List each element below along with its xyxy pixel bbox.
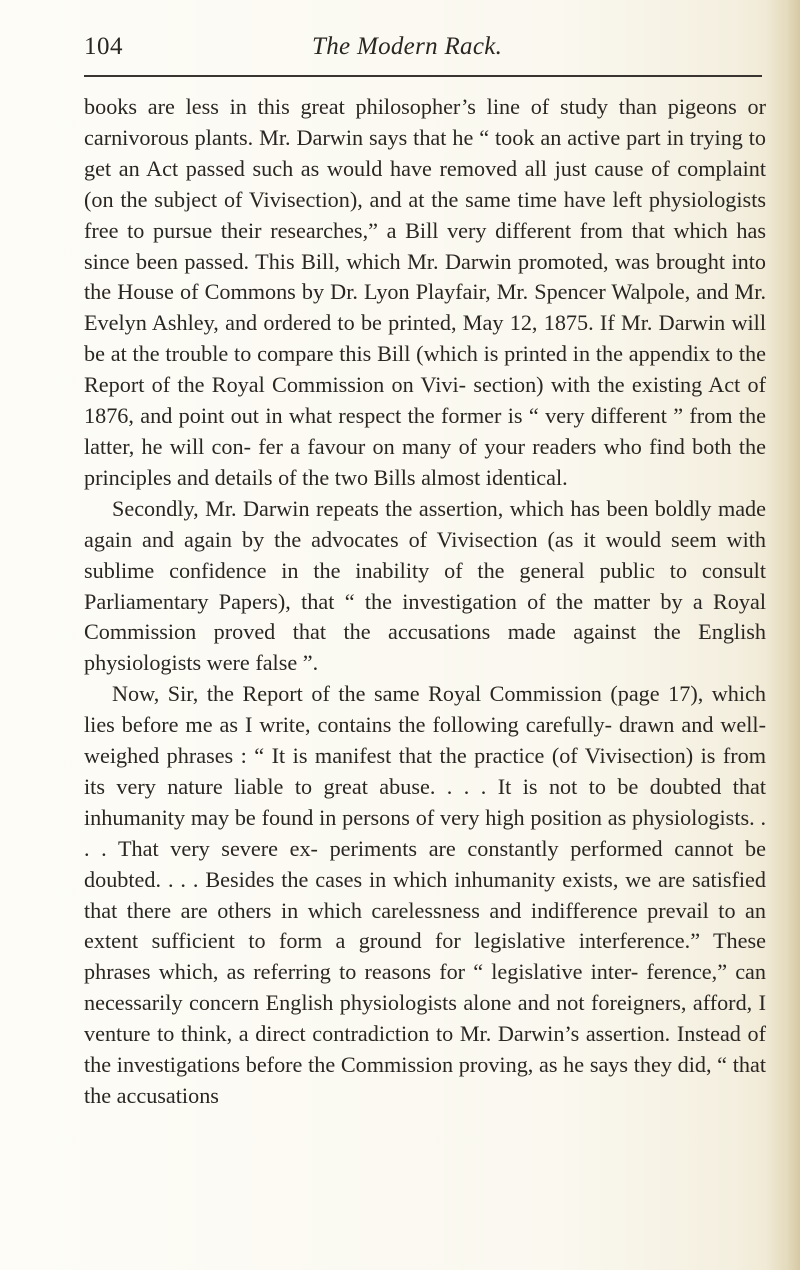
paragraph: books are less in this great philosopher’s line of study than pigeons or carnivorous plants. Mr. Darwin says that he “ took an active part in trying to get an Act passed such as would have removed all just cause of complaint (on the subject of Vivisection), and at the same time have left physiologists free to pursue their researches,” a Bill very different from that which has since been passed. This Bill, which Mr. Darwin promoted, was brought into the House of Commons by Dr. Lyon Playfair, Mr. Spencer Walpole, and Mr. Evelyn Ashley, and ordered to be printed, May 12, 1875. If Mr. Darwin will be at the trouble to compare this Bill (which is printed in the appendix to the Report of the Royal Commission on Vivi- section) with the existing Act of 1876, and point out in what respect the former is “ very different ” from the latter, he will con- fer a favour on many of your readers who find both the principles and details of the two Bills almost identical. [84,94,766,490]
page-edge-shading [766,0,800,1270]
page-number: 104 [84,33,123,60]
running-title: The Modern Rack. [312,33,503,60]
paragraph: Now, Sir, the Report of the same Royal Commission (page 17), which lies before me as I write, contains the following carefully- drawn and well-weighed phrases : “ It is manifest that the practice (of Vivisection) is from its very nature liable to great abuse. . . . It is not to be doubted that inhumanity may be found in persons of very high position as physiologists. . . . That very severe ex- periments are constantly performed cannot be doubted. . . . Besides the cases in which inhumanity exists, we are satisfied that there are others in which carelessness and indifference prevail to an extent sufficient to form a ground for legislative interference.” These phrases which, as referring to reasons for “ legislative inter- ference,” can necessarily concern English physiologists alone and not foreigners, afford, I venture to think, a direct contradiction to Mr. Darwin’s assertion. Instead of the investigations before the Commission proving, as he says they did, “ that the accusations [84,681,766,1108]
header-rule [84,75,762,77]
paragraph: Secondly, Mr. Darwin repeats the assertion, which has been boldly made again and again by the advocates of Vivisection (as it would seem with sublime confidence in the inability of the general public to consult Parliamentary Papers), that “ the investigation of the matter by a Royal Commission proved that the accusations made against the English physiologists were false ”. [84,495,766,676]
body-text [84,92,766,1112]
running-head [84,30,764,66]
